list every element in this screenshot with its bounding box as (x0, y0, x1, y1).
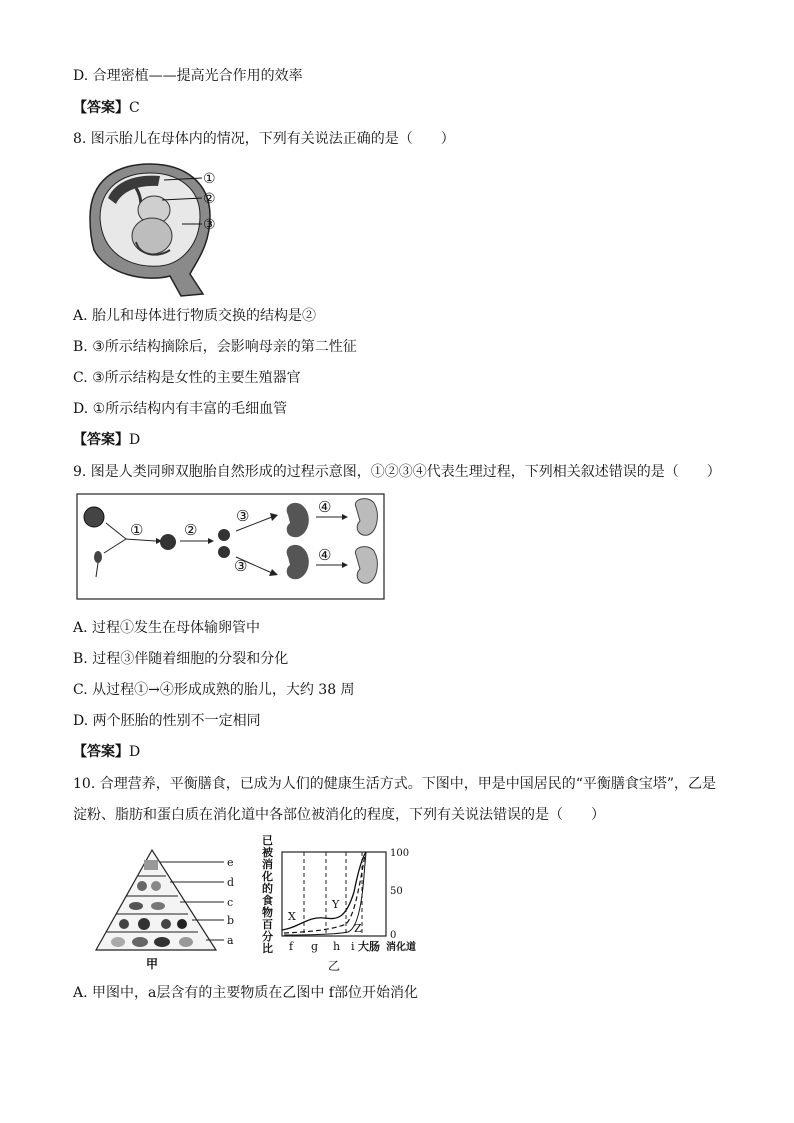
fetus-in-uterus-figure (78, 158, 248, 298)
option-b: B. 过程③伴随着细胞的分裂和分化 (73, 651, 289, 667)
xaxis-name: 消化道 (386, 942, 416, 953)
answer-value: C (129, 100, 140, 116)
digestion-graph-figure (258, 832, 433, 974)
option-c: C. 从过程①→④形成成熟的胎儿，大约 38 周 (73, 682, 355, 698)
question-stem: 8. 图示胎儿在母体内的情况，下列有关说法正确的是（ ） (73, 131, 455, 147)
caption-jia: 甲 (146, 957, 159, 971)
ylabel-char: 百 (262, 918, 273, 931)
ylabel-char: 食 (262, 894, 273, 907)
label-1: ① (203, 171, 216, 187)
xlabel-i: i (351, 940, 355, 953)
process-4-bottom: ④ (318, 546, 332, 564)
process-3-top: ③ (236, 507, 250, 525)
label-3: ③ (203, 217, 216, 233)
process-1: ① (130, 521, 144, 539)
question-stem-cont: 淀粉、脂肪和蛋白质在消化道中各部位被消化的程度，下列有关说法错误的是（ ） (73, 807, 605, 823)
answer-line (73, 99, 140, 117)
ylabel-char: 被 (262, 846, 273, 859)
ytick-0: 0 (390, 930, 397, 941)
option-d: D. 两个胚胎的性别不一定相同 (73, 713, 261, 729)
ytick-100: 100 (390, 848, 410, 859)
answer-mark: 【答案】 (73, 100, 129, 116)
option-c: C. ③所示结构是女性的主要生殖器官 (73, 370, 301, 386)
answer-value: D (129, 432, 141, 448)
ylabel-char: 的 (262, 882, 273, 895)
curve-label-z: Z (354, 922, 362, 935)
option-d: D. ①所示结构内有丰富的毛细血管 (73, 401, 288, 417)
answer-mark: 【答案】 (73, 744, 129, 760)
xlabel-g: g (311, 940, 319, 953)
ylabel-char: 化 (262, 870, 273, 883)
level-e: e (227, 856, 234, 869)
process-2: ② (184, 521, 198, 539)
question-stem: 9. 图是人类同卵双胞胎自然形成的过程示意图，①②③④代表生理过程，下列相关叙述错误的是（ ） (73, 464, 721, 480)
ylabel-char: 消 (262, 858, 273, 871)
answer-line (73, 431, 140, 449)
process-3-bottom: ③ (234, 557, 248, 575)
level-a: a (227, 934, 234, 947)
level-d: d (227, 876, 235, 889)
option-a: A. 过程①发生在母体输卵管中 (73, 620, 261, 636)
ylabel-char: 比 (262, 942, 273, 955)
option-d: D. 合理密植——提高光合作用的效率 (73, 68, 303, 84)
ylabel-char: 已 (262, 834, 273, 847)
process-4-top: ④ (318, 498, 332, 516)
option-b: B. ③所示结构摘除后，会影响母亲的第二性征 (73, 339, 357, 355)
twin-formation-figure (76, 493, 386, 601)
ytick-50: 50 (390, 886, 403, 897)
ylabel-char: 分 (262, 930, 273, 943)
answer-line (73, 743, 140, 761)
curve-label-y: Y (332, 898, 340, 911)
caption-yi: 乙 (328, 959, 341, 973)
answer-value: D (129, 744, 141, 760)
answer-mark: 【答案】 (73, 432, 129, 448)
option-a: A. 甲图中，a层含有的主要物质在乙图中 f部位开始消化 (73, 985, 418, 1001)
level-b: b (227, 914, 235, 927)
xlabel-large-intestine: 大肠 (358, 940, 380, 953)
level-c: c (227, 896, 234, 909)
option-a: A. 胎儿和母体进行物质交换的结构是② (73, 308, 317, 324)
curve-label-x: X (288, 910, 296, 923)
plot-frame (282, 852, 386, 936)
xlabel-h: h (333, 940, 341, 953)
xlabel-f: f (289, 940, 294, 953)
question-stem: 10. 合理营养，平衡膳食，已成为人们的健康生活方式。下图中，甲是中国居民的“平衡膳食宝塔”，乙是 (73, 776, 717, 792)
food-pyramid-figure (88, 848, 248, 972)
ylabel-char: 物 (262, 906, 273, 919)
label-2: ② (203, 191, 216, 207)
